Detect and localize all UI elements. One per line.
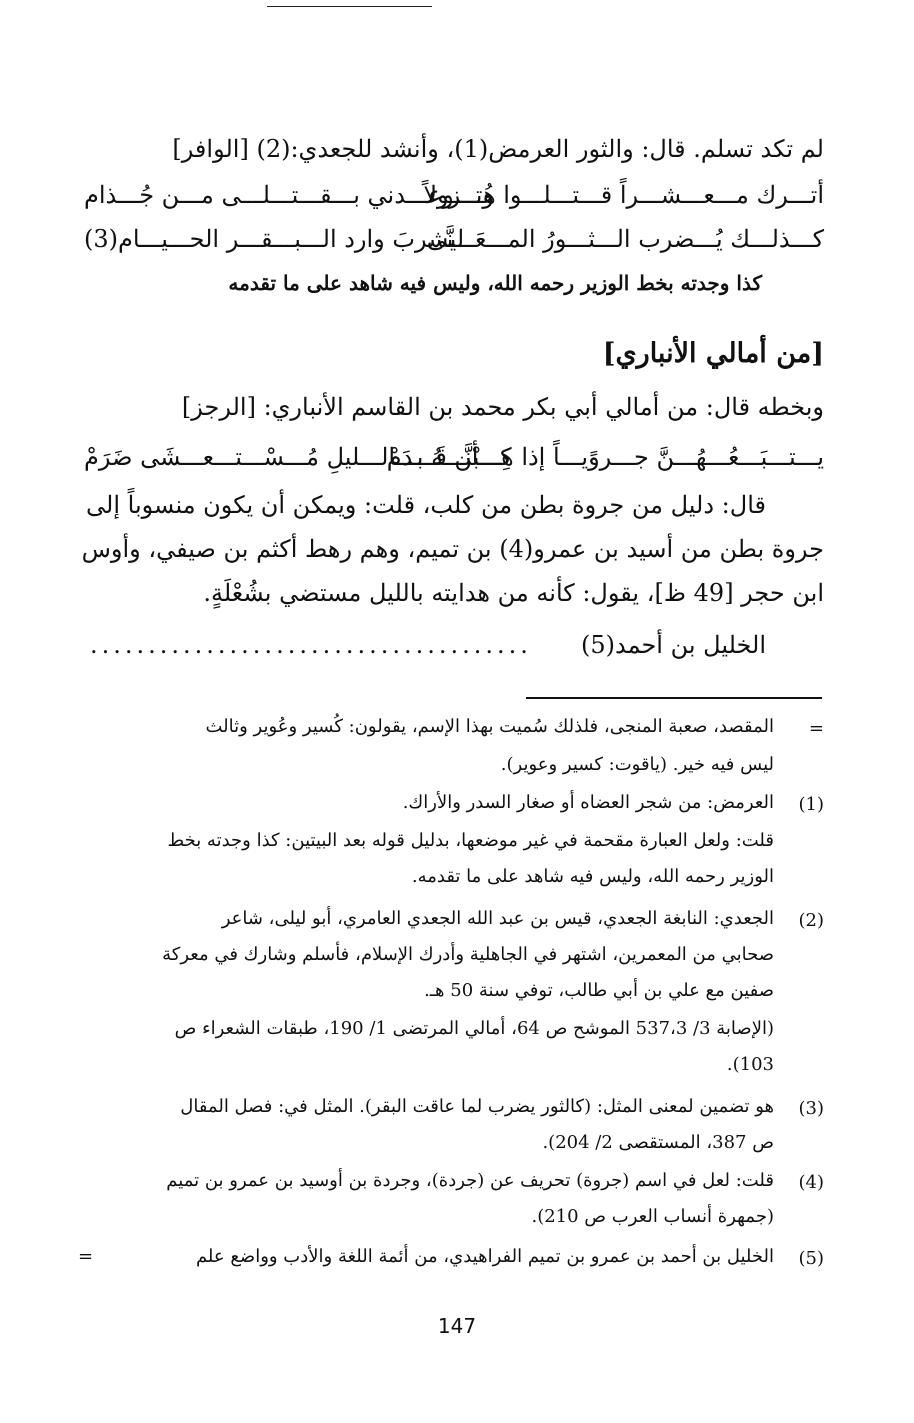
footnote-3-line-2: ص 387، المستقصى 2/ 204). [542, 1132, 774, 1153]
main-line-a: وبخطه قال: من أمالي أبي بكر محمد بن القاسم الأنباري: [الرجز] [181, 393, 824, 421]
verse-2-left-hemistich: ليشربَ وارد الـــبـــقـــر الحـــيـــام(3) [84, 225, 465, 253]
section-title: [من أمالي الأنباري] [602, 338, 824, 369]
footnote-3-line-1: هو تضمين لمعنى المثل: (كالثور يضرب لما عاقت البقر). المثل في: فصل المقال [180, 1096, 774, 1117]
top-rule [267, 6, 432, 7]
footnote-5-continuation-mark: = [78, 1246, 94, 1267]
footnote-4-line-1: قلت: لعل في اسم (جروة) تحريف عن (جردة)، وجردة بن أوسيد بن عمرو بن تميم [166, 1170, 774, 1191]
footnote-1-number: (1) [798, 794, 824, 815]
footnote-4-number: (4) [798, 1172, 824, 1193]
footnote-continuation-mark: = [808, 718, 824, 739]
verse-2 [84, 222, 824, 256]
footnote-4-line-2: (جمهرة أنساب العرب ص 210). [531, 1206, 774, 1227]
page-number: 147 [437, 1314, 477, 1338]
footnote-2-line-4: (الإصابة 3/ 537،3 الموشح ص 64، أمالي المرتضى 1/ 190، طبقات الشعراء ص [174, 1018, 774, 1039]
footnote-2-number: (2) [798, 910, 824, 931]
paragraph-line-1: قال: دليل من جروة بطن من كلب، قلت: ويمكن أن يكون منسوباً إلى [86, 491, 766, 519]
paragraph-line-2: جروة بطن من أسيد بن عمرو(4) بن تميم، وهم رهط أكثم بن صيفي، وأوس [81, 535, 824, 563]
rajaz-left-hemistich: كـــأنَّـــهُ بـــالـــليلِ مُـــسْـــتـــعـــشَى ضَرَمْ [84, 443, 512, 471]
footnote-separator [526, 697, 822, 699]
footnote-2-line-5: 103). [726, 1054, 774, 1075]
verse-1 [84, 178, 824, 212]
rajaz-right-hemistich: يـــتـــبَـــعُـــهُـــنَّ جـــروًيـــاً إذا هِـــبْن قَـــدَمْ [386, 443, 824, 471]
footnote-5-number: (5) [798, 1248, 824, 1269]
verse-1-right-hemistich: أتـــرك مـــعـــشـــراً قـــتـــلـــوا هُـــزولاً [423, 181, 824, 209]
footnote-2-line-3: صفين مع علي بن أبي طالب، توفي سنة 50 هـ. [424, 980, 774, 1001]
paragraph-line-3: ابن حجر [49 ظ]، يقول: كأنه من هدايته بالليل مستضي بشُعْلَةٍ. [203, 579, 824, 607]
footnote-2-line-2: صحابي من المعمرين، اشتهر في الجاهلية وأدرك الإسلام، فأسلم وشارك في معركة [162, 944, 774, 965]
footnote-1-line-1: العرمض: من شجر العضاه أو صغار السدر والأراك. [402, 792, 774, 813]
footnote-1-line-2: قلت: ولعل العبارة مقحمة في غير موضعها، بدليل قوله بعد البيتين: كذا وجدته بخط [167, 830, 774, 851]
footnote-3-number: (3) [798, 1098, 824, 1119]
footnote-1-line-3: الوزير رحمه الله، وليس فيه شاهد على ما تقدمه. [411, 866, 774, 887]
footnote-continuation-line-1: المقصد، صعبة المنجى، فلذلك سُميت بهذا الإسم، يقولون: كُسير وعُوير وثالث [205, 716, 774, 737]
rajaz-verse [84, 440, 824, 474]
footnote-continuation-line-2: ليس فيه خير. (ياقوت: كسير وعوير). [500, 754, 774, 775]
footnote-5-line-1: الخليل بن أحمد بن عمرو بن تميم الفراهيدي، من أئمة اللغة والأدب وواضع علم [195, 1246, 774, 1267]
paragraph-line-4: الخليل بن أحمد(5) [580, 631, 766, 659]
footnote-2-line-1: الجعدي: النابغة الجعدي، قيس بن عبد الله الجعدي العامري، أبو ليلى، شاعر [221, 908, 774, 929]
main-line-1: لم تكد تسلم. قال: والثور العرمض(1)، وأنشد للجعدي:(2) [الوافر] [172, 135, 824, 163]
note-line: كذا وجدته بخط الوزير رحمه الله، وليس فيه شاهد على ما تقدمه [228, 271, 762, 295]
verse-1-left-hemistich: وتـــوعـــدني بـــقـــتـــلـــى مـــن جُـــذام [84, 181, 495, 209]
verse-2-right-hemistich: كـــذلـــك يُـــضرب الـــثـــورُ المـــعَـــنَّى [426, 225, 824, 253]
ellipsis-dots: ...................................... [90, 631, 532, 659]
